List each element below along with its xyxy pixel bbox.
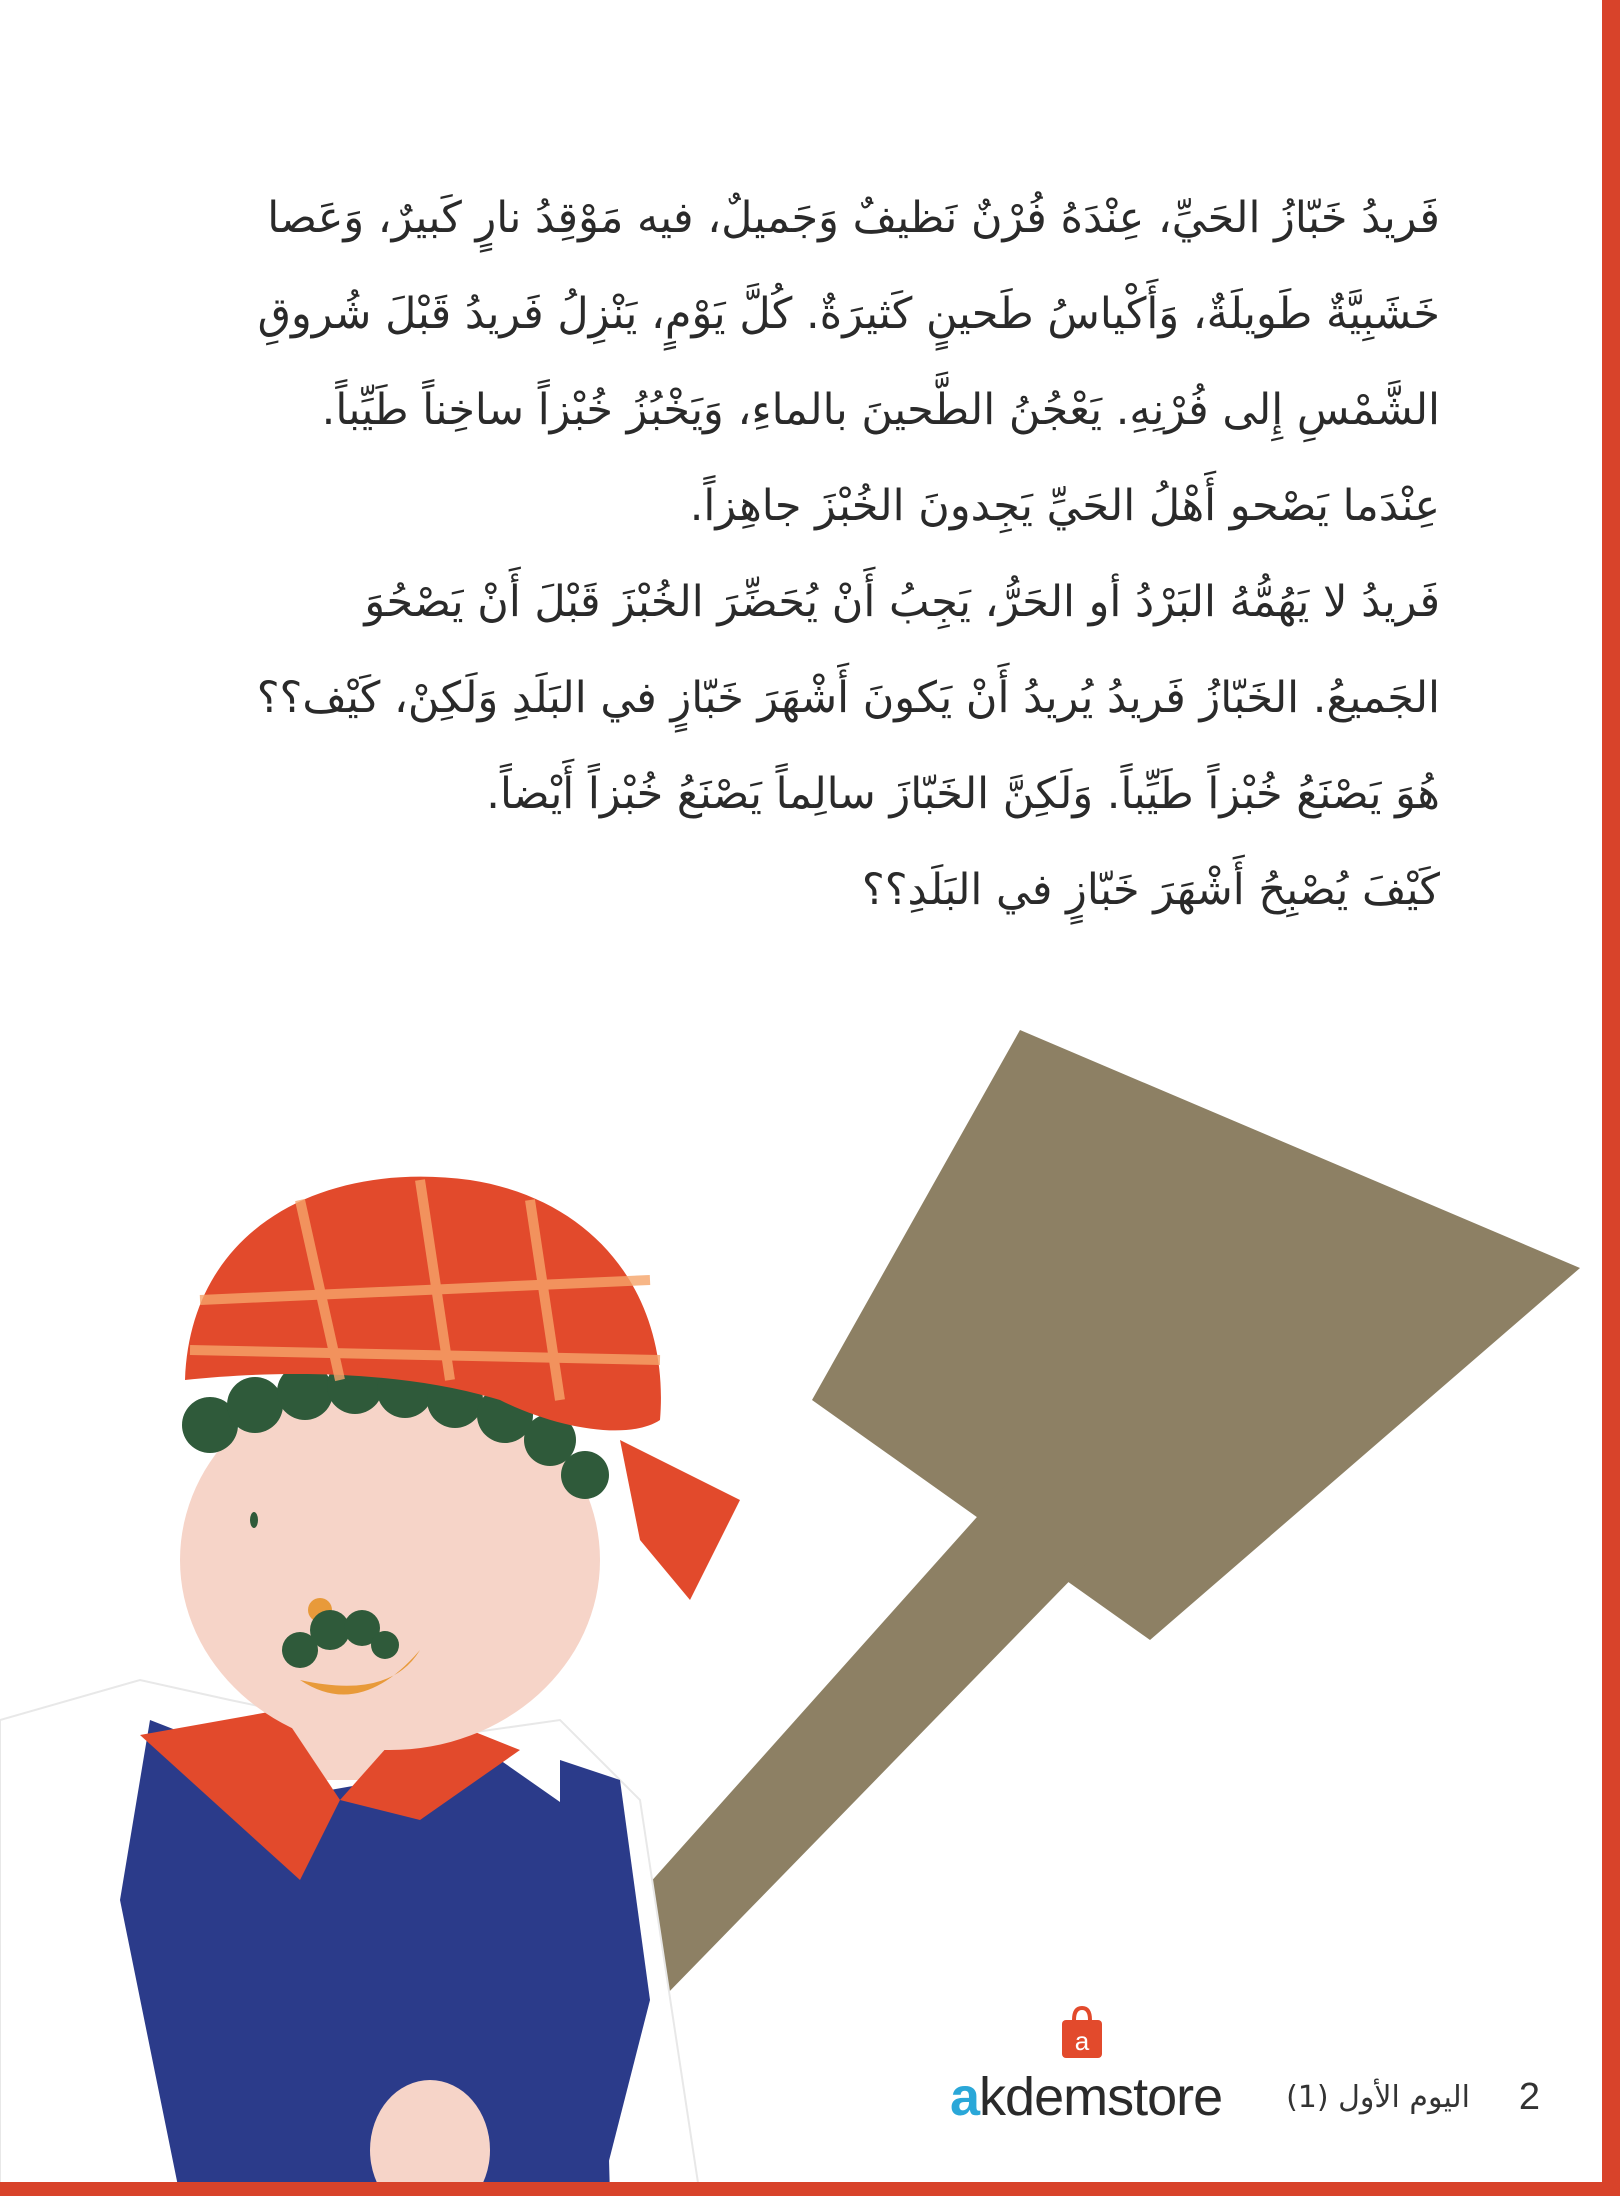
peel-blade bbox=[812, 1030, 1580, 1640]
story-line-1: فَريدُ خَبّازُ الحَيِّ، عِنْدَهُ فُرْنٌ نَظيفٌ وَجَميلٌ، فيه مَوْقِدُ نارٍ كَبيرٌ، وَعَصا bbox=[267, 193, 1440, 243]
story-line-7: هُوَ يَصْنَعُ خُبْزاً طَيِّباً. وَلَكِنَّ الخَبّازَ سالِماً يَصْنَعُ خُبْزاً أَيْضاً. bbox=[486, 769, 1440, 819]
brand-wordmark bbox=[950, 2066, 1222, 2128]
story-line-6: الجَميعُ. الخَبّازُ فَريدُ يُريدُ أَنْ يَكونَ أَشْهَرَ خَبّازٍ في البَلَدِ وَلَكِنْ، كَيْف؟؟ bbox=[256, 673, 1440, 723]
bottom-edge-stripe bbox=[0, 2182, 1602, 2196]
brand-name: kdemstore bbox=[979, 2067, 1223, 2127]
story-line-3: الشَّمْسِ إِلى فُرْنِهِ. يَعْجُنُ الطَّحينَ بالماءِ، وَيَخْبُزُ خُبْزاً ساخِناً طَيِّباً. bbox=[321, 385, 1440, 435]
shopping-bag-icon bbox=[1058, 2004, 1106, 2060]
brand-accent-letter: a bbox=[950, 2067, 980, 2127]
baker-illustration bbox=[0, 1020, 1602, 2196]
day-label: اليوم الأول (1) bbox=[1286, 2080, 1470, 2115]
story-line-8: كَيْفَ يُصْبِحُ أَشْهَرَ خَبّازٍ في البَلَدِ؟؟ bbox=[861, 865, 1440, 915]
bandana-knot bbox=[620, 1440, 740, 1600]
story-line-2: خَشَبِيَّةٌ طَويلَةٌ، وَأَكْياسُ طَحينٍ كَثيرَةٌ. كُلَّ يَوْمٍ، يَنْزِلُ فَريدُ قَبْلَ شُروقِ bbox=[257, 289, 1440, 339]
logo-letter: a bbox=[1074, 2026, 1090, 2056]
story-text bbox=[140, 170, 1440, 938]
page-footer bbox=[950, 2026, 1540, 2140]
story-line-5: فَريدُ لا يَهُمُّهُ البَرْدُ أو الحَرُّ، يَجِبُ أَنْ يُحَضِّرَ الخُبْزَ قَبْلَ أَنْ يَصْحُوَ bbox=[364, 577, 1440, 627]
page-number: 2 bbox=[1518, 2076, 1540, 2118]
story-line-4: عِنْدَما يَصْحو أَهْلُ الحَيِّ يَجِدونَ الخُبْزَ جاهِزاً. bbox=[689, 481, 1440, 531]
page-edge-stripe bbox=[1602, 0, 1620, 2196]
baker-eye bbox=[250, 1512, 258, 1528]
